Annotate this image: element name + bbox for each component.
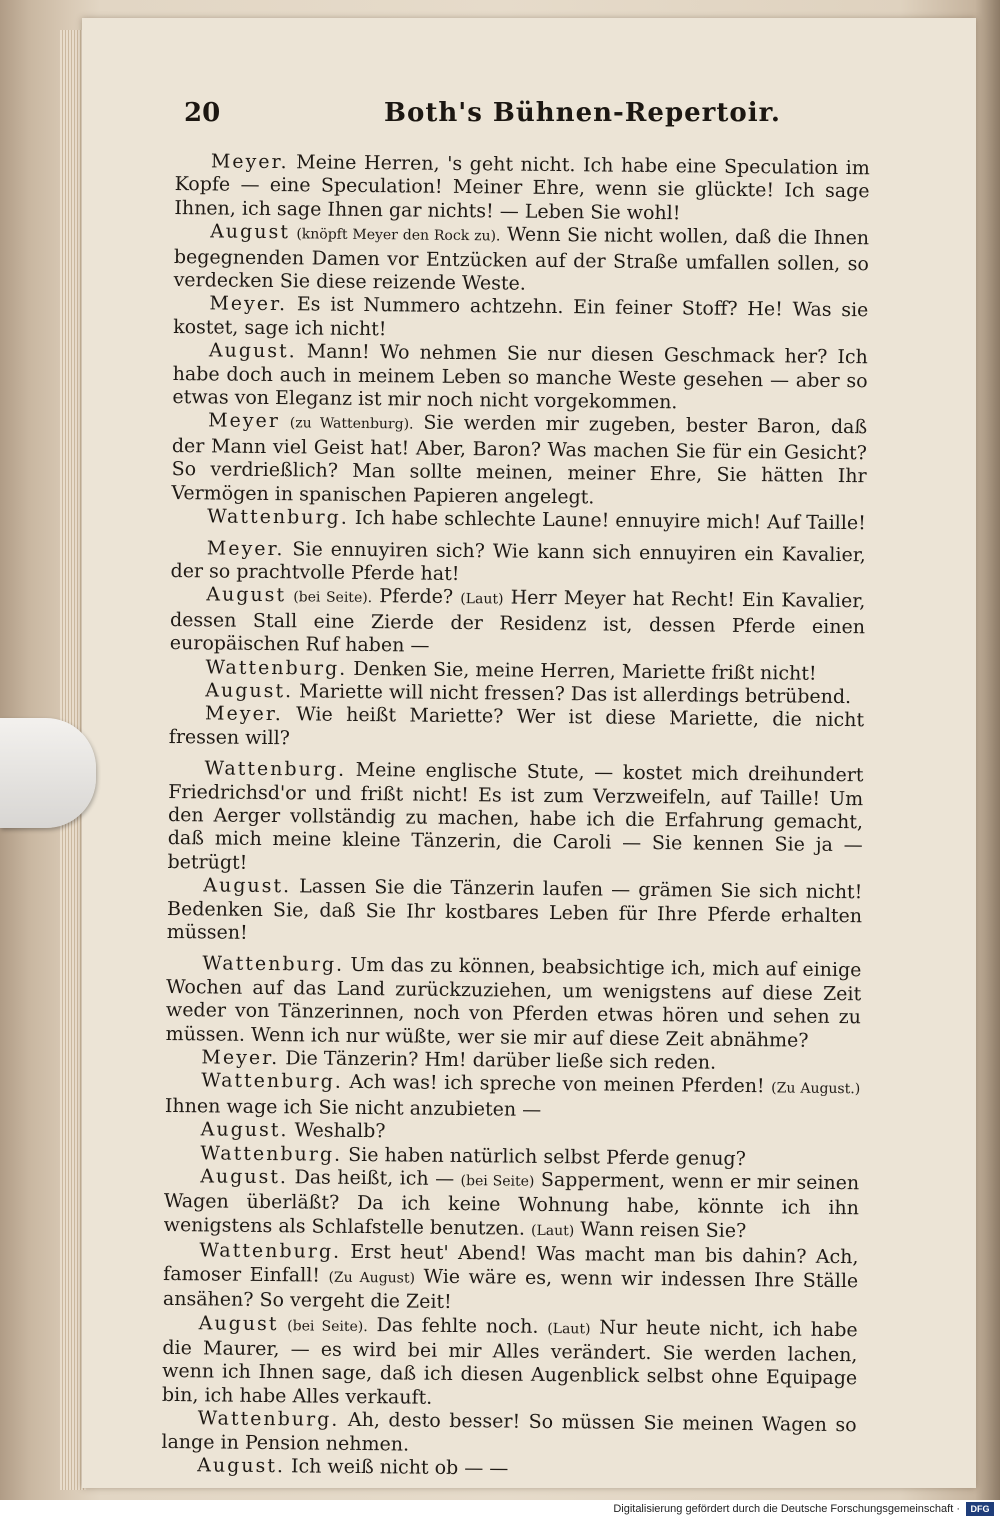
dfg-logo: DFG <box>966 1502 994 1516</box>
stage-direction: (knöpft Meyer den Rock zu). <box>296 226 501 245</box>
speech-paragraph <box>170 536 865 590</box>
speech-text: Das heißt, ich — <box>294 1166 455 1191</box>
speech-paragraph <box>166 952 862 1053</box>
speaker-name: Meyer. <box>206 536 285 560</box>
speech-text: Denken Sie, meine Herren, Mariette frißt nicht! <box>353 657 817 685</box>
speaker-name: August. <box>205 679 294 703</box>
speech-text: Meine englische Stute, — kostet mich dreihundert Friedrichsd'or und frißt nicht! Es ist zum Verzweifeln, auf Taille! Um den Aerger vollständig zu machen, habe ich die Erfahrung gemacht, daß mich meine kleine Tänzerin, die Caroli — Sie kennen Sie ja — betrügt! <box>167 759 864 874</box>
speech-paragraph <box>174 150 870 227</box>
speaker-name: August. <box>203 874 292 898</box>
speech-text: Erst heut' Abend! Was macht man bis dahin? Ach, famoser Einfall! <box>163 1241 859 1287</box>
page-number: 20 <box>184 98 221 128</box>
speech-paragraph <box>167 757 863 881</box>
speaker-name: August. <box>200 1165 289 1189</box>
speech-paragraph <box>167 874 863 951</box>
stage-direction: (bei Seite). <box>287 1317 368 1335</box>
speaker-name: Wattenburg. <box>202 952 345 977</box>
speech-text: Ach was! ich spreche von meinen Pferden! <box>349 1071 765 1098</box>
speech-text: Nur heute nicht, ich habe die Maurer, — es wird bei mir Alles verändert. Sie werden lachen, wenn ich Ihnen sage, daß ich diesen Augenblick selbst ohne Equipage bin, ich habe Alles verkauft. <box>161 1316 858 1409</box>
speech-paragraph <box>164 1165 860 1246</box>
stage-direction: (Zu August.) <box>771 1080 861 1098</box>
speech-text: Sapperment, wenn er mir seinen Wagen überläßt? Da ich keine Wohnung habe, könnte ich ihn wenigstens als Schlafstelle benutzen. <box>163 1168 860 1240</box>
speech-text: Wie heißt Mariette? Wer ist diese Mariette, die nicht fressen will? <box>168 703 865 749</box>
speech-paragraph <box>163 1239 859 1318</box>
speaker-name: Meyer <box>208 409 281 433</box>
speaker-name: Wattenburg. <box>199 1239 342 1264</box>
speaker-name: Wattenburg. <box>204 757 347 781</box>
speech-text: Sie ennuyiren sich? Wie kann sich ennuyiren ein Kavalier, der so prachtvolle Pferde hat! <box>170 537 866 585</box>
page-clip <box>0 718 96 828</box>
speech-text: Die Tänzerin? Hm! darüber ließe sich reden. <box>285 1047 717 1074</box>
stage-direction: (Laut) <box>460 591 504 608</box>
speaker-name: Meyer. <box>209 292 288 316</box>
speech-text: Herr Meyer hat Recht! Ein Kavalier, dessen Stall eine Zierde der Residenz ist, dessen Pferde einen europäischen Ruf haben — <box>169 586 866 657</box>
speech-text: Pferde? <box>379 585 454 609</box>
running-head <box>184 98 874 138</box>
speech-text: Sie haben natürlich selbst Pferde genug? <box>348 1143 746 1170</box>
speech-text: Wann reisen Sie? <box>580 1218 747 1242</box>
speech-paragraph <box>171 409 867 512</box>
speech-text: Ah, desto besser! So müssen Sie meinen Wagen so lange in Pension nehmen. <box>161 1409 857 1456</box>
speech-paragraph <box>161 1407 856 1461</box>
stage-direction: (Laut) <box>547 1320 591 1337</box>
speaker-name: Wattenburg. <box>207 505 349 529</box>
stage-direction: (bei Seite) <box>460 1173 535 1190</box>
footer-bar <box>0 1500 1000 1519</box>
speech-text: Sie werden mir zugeben, bester Baron, daß der Mann viel Geist hat! Aber, Baron? Was machen Sie für ein Gesicht? So verdrießlich? Man sollte meinen, meiner Ehre, Sie hätten Ihr Vermögen in spanischen Papieren angelegt. <box>171 412 868 509</box>
speech-text: Mann! Wo nehmen Sie nur diesen Geschmack her? Ich habe doch auch in meinem Leben so manche Weste gesehen — aber so etwas von Eleganz ist mir noch nicht vorgekommen. <box>172 340 868 414</box>
speaker-name: August. <box>208 339 297 363</box>
speech-paragraph <box>162 1311 858 1414</box>
speech-text: Ich habe schlechte Laune! ennuyire mich! Auf Taille! <box>354 506 866 535</box>
speech-text: Lassen Sie die Tänzerin laufen — grämen Sie sich nicht! Bedenken Sie, daß Sie Ihr kostbares Leben für Ihre Pferde erhalten müssen! <box>166 875 863 944</box>
speech-text: Mariette will nicht fressen? Das ist allerdings betrübend. <box>299 680 852 709</box>
speaker-name: Meyer. <box>210 150 289 174</box>
speaker-name: Wattenburg. <box>201 1069 344 1094</box>
speech-text: Wie wäre es, wenn wir indessen Ihre Ställe ansähen? So vergeht die Zeit! <box>162 1265 859 1314</box>
speaker-name: August. <box>197 1454 286 1478</box>
speech-paragraph <box>174 220 870 299</box>
speech-text: Ihnen wage ich Sie nicht anzubieten — <box>164 1094 542 1121</box>
stage-direction: (Laut) <box>530 1222 575 1240</box>
speaker-name: Meyer. <box>204 702 283 726</box>
speech-text: Um das zu können, beabsichtige ich, mich auf einige Wochen auf das Land zurückzuziehen, um wenigstens auf diese Zeit weder von Tänzerinnen, noch von Pferden etwas hören und sehen zu müssen. Wenn ich nur wüßte, wer sie mir auf diese Zeit abnähme? <box>165 954 862 1052</box>
speech-paragraph <box>170 583 866 662</box>
stage-direction: (Zu August) <box>328 1269 416 1287</box>
speaker-name: Wattenburg. <box>200 1141 343 1166</box>
speaker-name: Meyer. <box>201 1046 280 1070</box>
speech-text: Das fehlte noch. <box>376 1313 539 1338</box>
stage-direction: (bei Seite). <box>293 589 373 607</box>
speech-paragraph <box>165 1069 860 1125</box>
speaker-name: Wattenburg. <box>197 1407 340 1431</box>
speech-text: Ich weiß nicht ob — — <box>290 1455 509 1480</box>
speaker-name: August. <box>200 1118 289 1142</box>
dialogue-text <box>161 150 870 1485</box>
speaker-name: August <box>206 583 287 607</box>
footer-credit: Digitalisierung gefördert durch die Deutsche Forschungsgemeinschaft · <box>613 1503 960 1515</box>
speaker-name: August <box>198 1311 279 1335</box>
stage-direction: (zu Wattenburg). <box>289 415 414 433</box>
speaker-name: August <box>210 220 291 244</box>
speech-paragraph <box>172 339 868 416</box>
speech-paragraph <box>173 292 868 346</box>
running-title: Both's Bühnen-Repertoir. <box>384 98 781 128</box>
speech-paragraph <box>169 702 864 756</box>
speaker-name: Wattenburg. <box>205 655 348 680</box>
speech-text: Meine Herren, 's geht nicht. Ich habe eine Speculation im Kopfe — eine Speculation! Meiner Ehre, wenn sie glückte! Ich sage Ihnen, ich sage Ihnen gar nichts! — Leben Sie wohl! <box>174 151 870 225</box>
speech-text: Wenn Sie nicht wollen, daß die Ihnen begegnenden Damen vor Entzücken auf der Straße umfallen sollen, so verdecken Sie diese reizende Weste. <box>173 223 870 295</box>
speech-text: Es ist Nummero achtzehn. Ein feiner Stoff? He! Was sie kostet, sage ich nicht! <box>173 293 869 341</box>
speech-text: Weshalb? <box>294 1119 386 1143</box>
